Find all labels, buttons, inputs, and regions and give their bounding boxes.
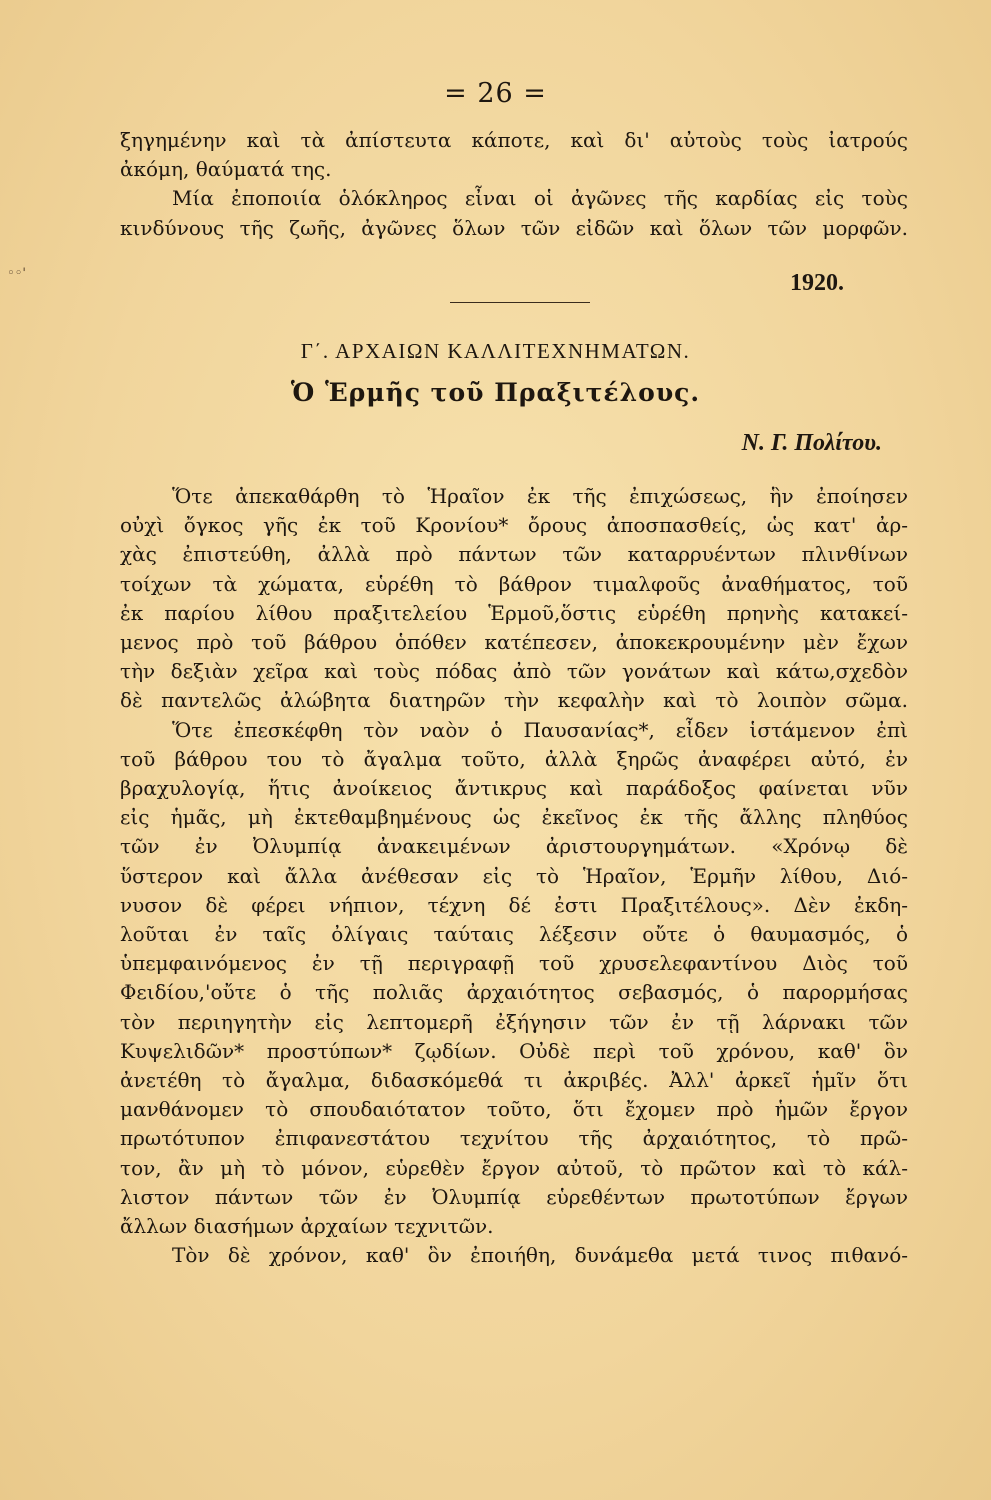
author-name: Ν. Γ. Πολίτου. <box>741 430 882 456</box>
text-line: ξηγημένην καὶ τὰ ἀπίστευτα κάποτε, καὶ δι' αὐτοὺς τοὺς ἰατρούς <box>120 128 908 152</box>
text-line: βραχυλογίᾳ, ἥτις ἀνοίκειος ἄντικρυς καὶ παράδοξος φαίνεται νῦν <box>120 776 908 801</box>
text-line: τοῦ βάθρου του τὸ ἄγαλμα τοῦτο, ἀλλὰ ξηρῶς ἀναφέρει αὐτό, ἐν <box>120 746 908 771</box>
paragraph-block-top <box>120 126 908 243</box>
section-heading: Γ΄. ΑΡΧΑΙΩΝ ΚΑΛΛΙΤΕΧΝΗΜΑΤΩΝ. <box>300 339 691 363</box>
text-line: Μία ἐποποιία ὁλόκληρος εἶναι οἱ ἀγῶνες τῆς καρδίας εἰς τοὺς <box>172 186 908 211</box>
text-line: λιστον πάντων τῶν ἐν Ὀλυμπίᾳ εὑρεθέντων πρωτοτύπων ἔργων <box>120 1184 908 1209</box>
text-line: τον, ἂν μὴ τὸ μόνον, εὑρεθὲν ἔργον αὐτοῦ, τὸ πρῶτον καὶ τὸ κάλ- <box>120 1155 908 1180</box>
article-title: Ὁ Ἑρμῆς τοῦ Πραξιτέλους. <box>290 378 701 407</box>
section-divider <box>450 302 590 303</box>
text-line: δὲ παντελῶς ἀλώβητα διατηρῶν τὴν κεφαλὴν καὶ τὸ λοιπὸν σῶμα. <box>120 688 908 713</box>
date-year: 1920. <box>790 270 844 296</box>
text-line: πρωτότυπον ἐπιφανεστάτου τεχνίτου τῆς ἀρχαιότητος, τὸ πρῶ- <box>120 1126 908 1151</box>
text-line: Κυψελιδῶν* προστύπων* ζῳδίων. Οὐδὲ περὶ τοῦ χρόνου, καθ' ὃν <box>120 1038 908 1063</box>
text-line: ἐκ παρίου λίθου πραξιτελείου Ἑρμοῦ,ὅστις εὑρέθη πρηνὴς κατακεί- <box>120 600 908 625</box>
text-line: τοίχων τὰ χώματα, εὑρέθη τὸ βάθρον τιμαλφοῦς ἀναθήματος, τοῦ <box>120 571 908 596</box>
page-number: = 26 = <box>444 78 547 109</box>
margin-mark: ◦◦' <box>7 266 26 281</box>
text-line: κινδύνους τῆς ζωῆς, ἀγῶνες ὅλων τῶν εἰδῶν καὶ ὅλων τῶν μορφῶν. <box>120 215 908 240</box>
text-line: Ὅτε ἐπεσκέφθη τὸν ναὸν ὁ Παυσανίας*, εἶδεν ἱστάμενον ἐπὶ <box>172 717 908 742</box>
text-line: μενος πρὸ τοῦ βάθρου ὁπόθεν κατέπεσεν, ἀποκεκρουμένην μὲν ἔχων <box>120 630 908 655</box>
text-line: οὐχὶ ὄγκος γῆς ἐκ τοῦ Κρονίου* ὄρους ἀποσπασθείς, ὡς κατ' ἀρ- <box>120 513 908 538</box>
text-line: ὕστερον καὶ ἄλλα ἀνέθεσαν εἰς τὸ Ἡραῖον, Ἑρμῆν λίθου, Διό- <box>120 863 908 888</box>
text-line: μανθάνομεν τὸ σπουδαιότατον τοῦτο, ὅτι ἔχομεν πρὸ ἡμῶν ἔργον <box>120 1097 908 1122</box>
text-line: ἄλλων διασήμων ἀρχαίων τεχνιτῶν. <box>120 1214 494 1239</box>
text-line: ὑπεμφαινόμενος ἐν τῇ περιγραφῇ τοῦ χρυσελεφαντίνου Διὸς τοῦ <box>120 951 908 976</box>
text-line: Φειδίου,'οὔτε ὁ τῆς πολιᾶς ἀρχαιότητος σεβασμός, ὁ παρορμήσας <box>120 980 908 1005</box>
text-line: νυσον δὲ φέρει νήπιον, τέχνη δέ ἐστι Πραξιτέλους». Δὲν ἐκδη- <box>120 892 908 917</box>
text-line: Τὸν δὲ χρόνον, καθ' ὃν ἐποιήθη, δυνάμεθα μετά τινος πιθανό- <box>172 1243 908 1268</box>
text-line: ἀνετέθη τὸ ἄγαλμα, διδασκόμεθά τι ἀκριβές. Ἀλλ' ἀρκεῖ ἡμῖν ὅτι <box>120 1068 908 1093</box>
text-line: εἰς ἡμᾶς, μὴ ἐκτεθαμβημένους ὡς ἐκεῖνος ἐκ τῆς ἄλλης πληθύος <box>120 805 908 830</box>
text-line: τὸν περιηγητὴν εἰς λεπτομερῆ ἐξήγησιν τῶν ἐν τῇ λάρνακι τῶν <box>120 1009 908 1034</box>
paragraph-block-main <box>120 482 908 1270</box>
text-line: τῶν ἐν Ὀλυμπίᾳ ἀνακειμένων ἀριστουργημάτων. «Χρόνῳ δὲ <box>120 834 908 859</box>
text-line: χὰς ἐπιστεύθη, ἀλλὰ πρὸ πάντων τῶν καταρρυέντων πλινθίνων <box>120 542 908 567</box>
text-line: ἀκόμη, θαύματά της. <box>120 157 332 182</box>
text-line: τὴν δεξιὰν χεῖρα καὶ τοὺς πόδας ἀπὸ τῶν γονάτων καὶ κάτω,σχεδὸν <box>120 659 908 684</box>
text-line: λοῦται ἐν ταῖς ὀλίγαις ταύταις λέξεσιν οὔτε ὁ θαυμασμός, ὁ <box>120 922 908 947</box>
text-line: Ὅτε ἀπεκαθάρθη τὸ Ἡραῖον ἐκ τῆς ἐπιχώσεως, ἣν ἐποίησεν <box>172 484 908 508</box>
